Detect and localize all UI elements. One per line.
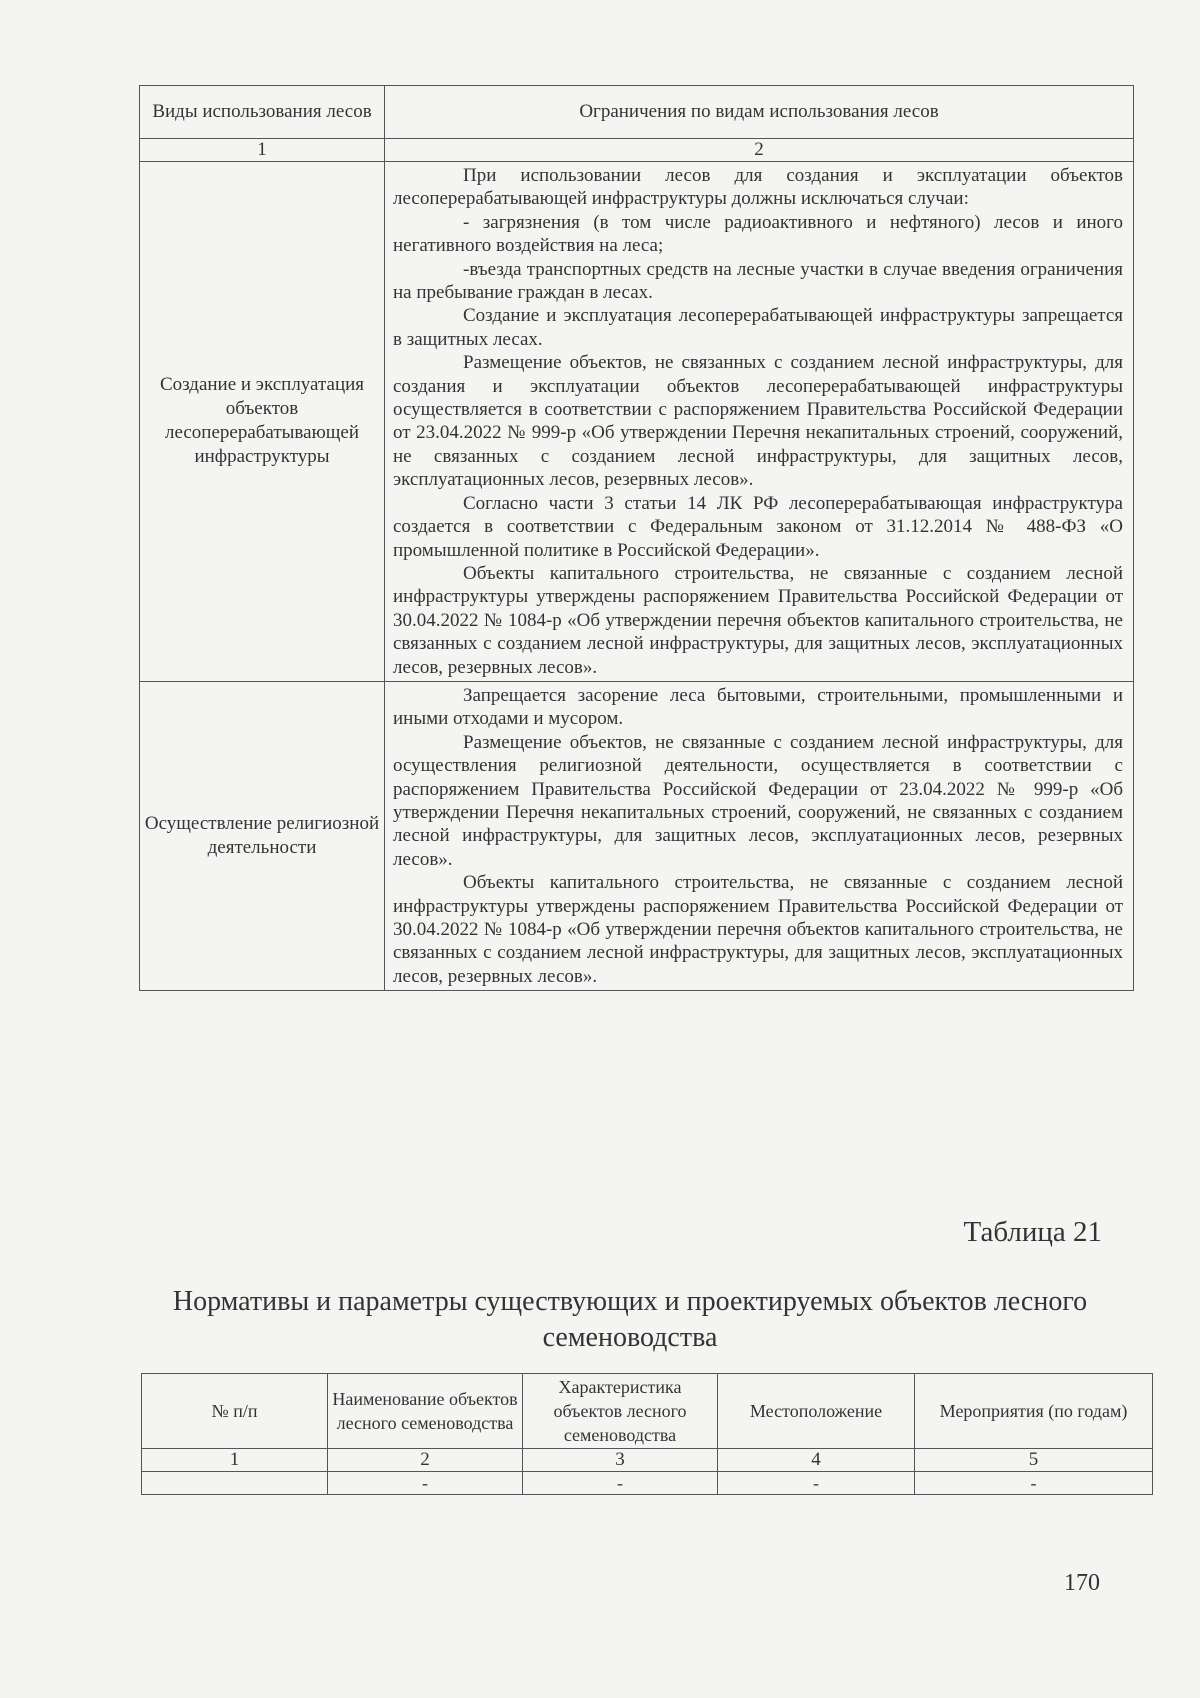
column-number-cell: 4 [718, 1449, 915, 1472]
column-number-cell: 5 [915, 1449, 1153, 1472]
forest-use-restrictions-table [139, 85, 1134, 991]
column-number-cell: 1 [140, 139, 385, 162]
table-caption: Таблица 21 [963, 1216, 1102, 1248]
table-cell: - [328, 1472, 523, 1495]
table-row [140, 681, 1134, 990]
use-type-cell: Создание и эксплуатация объектов лесоперерабатывающей инфраструктуры [140, 162, 385, 682]
table-row [140, 162, 1134, 682]
paragraph: - загрязнения (в том числе радиоактивного и нефтяного) лесов и иного негативного воздействия на леса; [393, 211, 1123, 257]
table-header-row [140, 86, 1134, 139]
paragraph: Создание и эксплуатация лесоперерабатывающей инфраструктуры запрещается в защитных лесах. [393, 305, 1123, 350]
column-number-cell: 3 [523, 1449, 718, 1472]
table-header-row [142, 1374, 1153, 1449]
table-cell: - [523, 1472, 718, 1495]
paragraph: Размещение объектов, не связанных с созданием лесной инфраструктуры, для создания и эксплуатации объектов лесоперерабатывающей инфраструктуры осуществляется в соответствии с распоряжением Правительства Российской Федерации от 23.04.2022 № 999-р «Об утверждении Перечня некапитальных строений, сооружений, не связанных с созданием лесной инфраструктуры, для защитных лесов, эксплуатационных лесов, резервных лесов». [393, 352, 1123, 491]
table-row [142, 1472, 1153, 1495]
section-title: Нормативы и параметры существующих и проектируемых объектов лесного семеноводства [172, 1286, 1088, 1353]
column-number-row [140, 139, 1134, 162]
column-number-cell: 1 [142, 1449, 328, 1472]
header-cell: Ограничения по видам использования лесов [385, 86, 1134, 139]
use-type-cell: Осуществление религиозной деятельности [140, 681, 385, 990]
table-cell: - [915, 1472, 1153, 1495]
paragraph: Размещение объектов, не связанные с созданием лесной инфраструктуры, для осуществления религиозной деятельности, осуществляется в соответствии с распоряжением Правительства Российской Федерации от 23.04.2022 № 999-р «Об утверждении Перечня некапитальных строений, сооружений, не связанных с созданием лесной инфраструктуры, для защитных лесов, эксплуатационных лесов, резервных лесов». [393, 731, 1123, 870]
header-cell: Виды использования лесов [140, 86, 385, 139]
restrictions-cell [385, 162, 1134, 682]
paragraph: -въезда транспортных средств на лесные участки в случае введения ограничения на пребывание граждан в лесах. [393, 258, 1123, 304]
header-cell: Характеристика объектов лесного семеноводства [523, 1374, 718, 1449]
header-cell: № п/п [142, 1374, 328, 1449]
header-cell: Наименование объектов лесного семеноводства [328, 1374, 523, 1449]
header-cell: Мероприятия (по годам) [915, 1374, 1153, 1449]
column-number-cell: 2 [328, 1449, 523, 1472]
paragraph: Запрещается засорение леса бытовыми, строительными, промышленными и иными отходами и мусором. [393, 684, 1123, 730]
table-cell: - [718, 1472, 915, 1495]
restrictions-cell [385, 681, 1134, 990]
column-number-row [142, 1449, 1153, 1472]
seed-production-table [141, 1373, 1153, 1495]
paragraph: Согласно части 3 статьи 14 ЛК РФ лесоперерабатывающая инфраструктура создается в соответствии с Федеральным законом от 31.12.2014 № 488-ФЗ «О промышленной политике в Российской Федерации». [393, 492, 1123, 561]
header-cell: Местоположение [718, 1374, 915, 1449]
page-number: 170 [1064, 1570, 1100, 1596]
paragraph: При использовании лесов для создания и эксплуатации объектов лесоперерабатывающей инфраструктуры должны исключаться случаи: [393, 165, 1123, 210]
column-number-cell: 2 [385, 139, 1134, 162]
table-cell [142, 1472, 328, 1495]
paragraph: Объекты капитального строительства, не связанные с созданием лесной инфраструктуры утверждены распоряжением Правительства Российской Федерации от 30.04.2022 № 1084-р «Об утверждении перечня объектов капитального строительства, не связанных с созданием лесной инфраструктуры, для защитных лесов, эксплуатационных лесов, резервных лесов». [393, 562, 1123, 678]
paragraph: Объекты капитального строительства, не связанные с созданием лесной инфраструктуры утверждены распоряжением Правительства Российской Федерации от 30.04.2022 № 1084-р «Об утверждении перечня объектов капитального строительства, не связанных с созданием лесной инфраструктуры, для защитных лесов, эксплуатационных лесов, резервных лесов». [393, 872, 1123, 987]
